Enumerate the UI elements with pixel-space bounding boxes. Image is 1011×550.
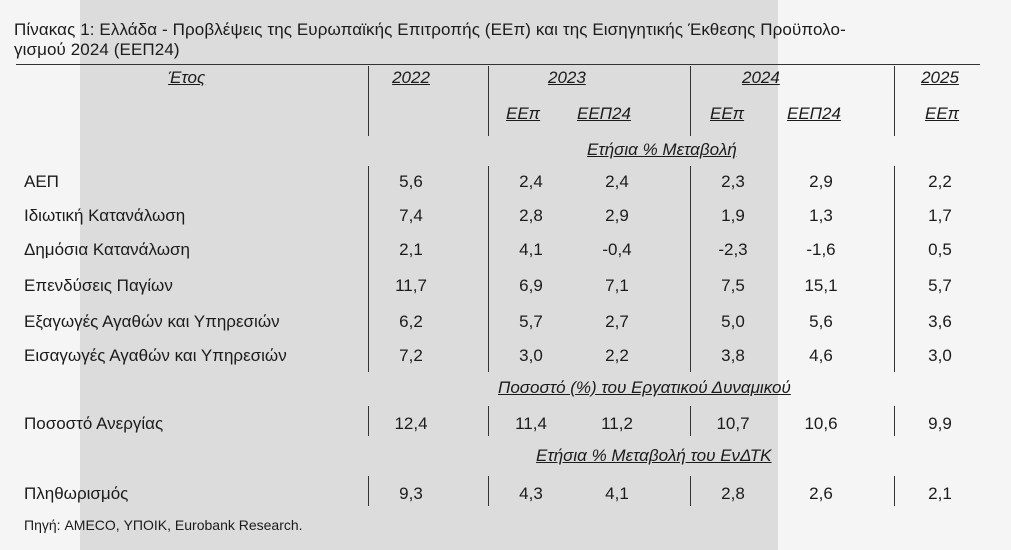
table-cell: 11,2 — [601, 414, 633, 433]
table-cell: 3,0 — [519, 346, 543, 365]
table-cell: 1,7 — [928, 206, 952, 225]
table-cell: 10,6 — [804, 414, 838, 433]
divider — [488, 406, 489, 436]
table-cell: 7,4 — [399, 206, 423, 225]
divider — [690, 166, 691, 372]
table-cell: 3,8 — [721, 346, 745, 365]
table-cell: -1,6 — [806, 240, 836, 259]
table-cell: 2,8 — [721, 484, 745, 503]
table-cell: 4,6 — [809, 346, 833, 365]
table-cell: 15,1 — [804, 276, 838, 295]
table-cell: 11,7 — [395, 276, 427, 295]
divider — [488, 66, 489, 136]
table-cell: 2,4 — [519, 172, 543, 191]
header-year-2022: 2022 — [392, 68, 430, 87]
table-cell: 6,2 — [399, 312, 423, 331]
row-label: Εισαγωγές Αγαθών και Υπηρεσιών — [24, 346, 287, 365]
table-cell: 2,2 — [605, 346, 629, 365]
table-title-line-1: Πίνακας 1: Ελλάδα - Προβλέψεις της Ευρωπαϊκής Επιτροπής (ΕΕπ) και της Εισηγητικής Έκθεσης Προϋπολο- — [14, 20, 846, 39]
divider — [368, 476, 369, 506]
divider — [488, 476, 489, 506]
table-cell: 5,7 — [519, 312, 543, 331]
table-cell: 2,1 — [928, 484, 952, 503]
table-cell: 2,8 — [519, 206, 543, 225]
table-cell: -2,3 — [718, 240, 748, 259]
header-sub-eep-2023: ΕΕπ — [506, 104, 541, 123]
table-cell: 4,1 — [605, 484, 629, 503]
header-sub-eep24-2024: ΕΕΠ24 — [787, 104, 841, 123]
row-label: Ιδιωτική Κατανάλωση — [24, 206, 186, 225]
divider — [690, 66, 691, 136]
table-cell: 3,0 — [928, 346, 952, 365]
table-cell: 4,3 — [519, 484, 543, 503]
table-title-line-2: γισμού 2024 (ΕΕΠ24) — [14, 40, 180, 59]
row-label: Επενδύσεις Παγίων — [24, 276, 173, 295]
source-note: Πηγή: AMECO, ΥΠΟΙΚ, Eurobank Research. — [24, 517, 303, 533]
table-cell: 7,5 — [721, 276, 745, 295]
section-hicp-change: Ετήσια % Μεταβολή του ΕνΔΤΚ — [536, 446, 772, 465]
table-cell: 2,6 — [809, 484, 833, 503]
table-cell: -0,4 — [602, 240, 632, 259]
header-sub-eep-2025: ΕΕπ — [925, 104, 960, 123]
header-sub-eep-2024: ΕΕπ — [710, 104, 745, 123]
table-cell: 5,6 — [399, 172, 423, 191]
table-cell: 9,9 — [928, 414, 952, 433]
section-annual-change: Ετήσια % Μεταβολή — [587, 140, 737, 159]
table-cell: 11,4 — [515, 414, 547, 433]
row-label: Εξαγωγές Αγαθών και Υπηρεσιών — [24, 312, 280, 331]
divider — [368, 406, 369, 436]
table-cell: 4,1 — [519, 240, 543, 259]
table-cell: 9,3 — [399, 484, 423, 503]
table-cell: 2,4 — [605, 172, 629, 191]
header-sub-eep24-2023: ΕΕΠ24 — [577, 104, 631, 123]
table-cell: 6,9 — [519, 276, 543, 295]
table-cell: 2,9 — [605, 206, 629, 225]
header-year-2023: 2023 — [548, 68, 586, 87]
table-cell: 3,6 — [928, 312, 952, 331]
header-year-2025: 2025 — [921, 68, 959, 87]
row-label: Πληθωρισμός — [24, 484, 129, 503]
table-cell: 5,7 — [928, 276, 952, 295]
table-cell: 1,9 — [721, 206, 745, 225]
divider — [894, 166, 895, 372]
table-cell: 7,1 — [605, 276, 629, 295]
row-label: Δημόσια Κατανάλωση — [24, 240, 190, 259]
divider — [690, 406, 691, 436]
divider — [894, 406, 895, 436]
divider — [488, 166, 489, 372]
table-title — [14, 20, 982, 60]
divider — [368, 166, 369, 372]
top-rule — [16, 64, 980, 65]
table-cell: 2,9 — [809, 172, 833, 191]
table-cell: 12,4 — [394, 414, 428, 433]
section-labour-force: Ποσοστό (%) του Εργατικού Δυναμικού — [498, 378, 791, 397]
table-cell: 2,7 — [605, 312, 629, 331]
divider — [368, 66, 369, 136]
table-cell: 5,6 — [809, 312, 833, 331]
table-cell: 2,3 — [721, 172, 745, 191]
divider — [690, 476, 691, 506]
divider — [894, 66, 895, 136]
table-cell: 2,1 — [399, 240, 423, 259]
divider — [894, 476, 895, 506]
forecast-table — [14, 14, 982, 532]
table-cell: 2,2 — [928, 172, 952, 191]
table-cell: 5,0 — [721, 312, 745, 331]
table-cell: 1,3 — [809, 206, 833, 225]
table-cell: 10,7 — [716, 414, 750, 433]
table-cell: 0,5 — [928, 240, 952, 259]
table-cell: 7,2 — [399, 346, 423, 365]
header-year-2024: 2024 — [742, 68, 780, 87]
row-label: Ποσοστό Ανεργίας — [24, 414, 164, 433]
header-label: Έτος — [168, 68, 206, 87]
row-label: ΑΕΠ — [24, 172, 59, 191]
